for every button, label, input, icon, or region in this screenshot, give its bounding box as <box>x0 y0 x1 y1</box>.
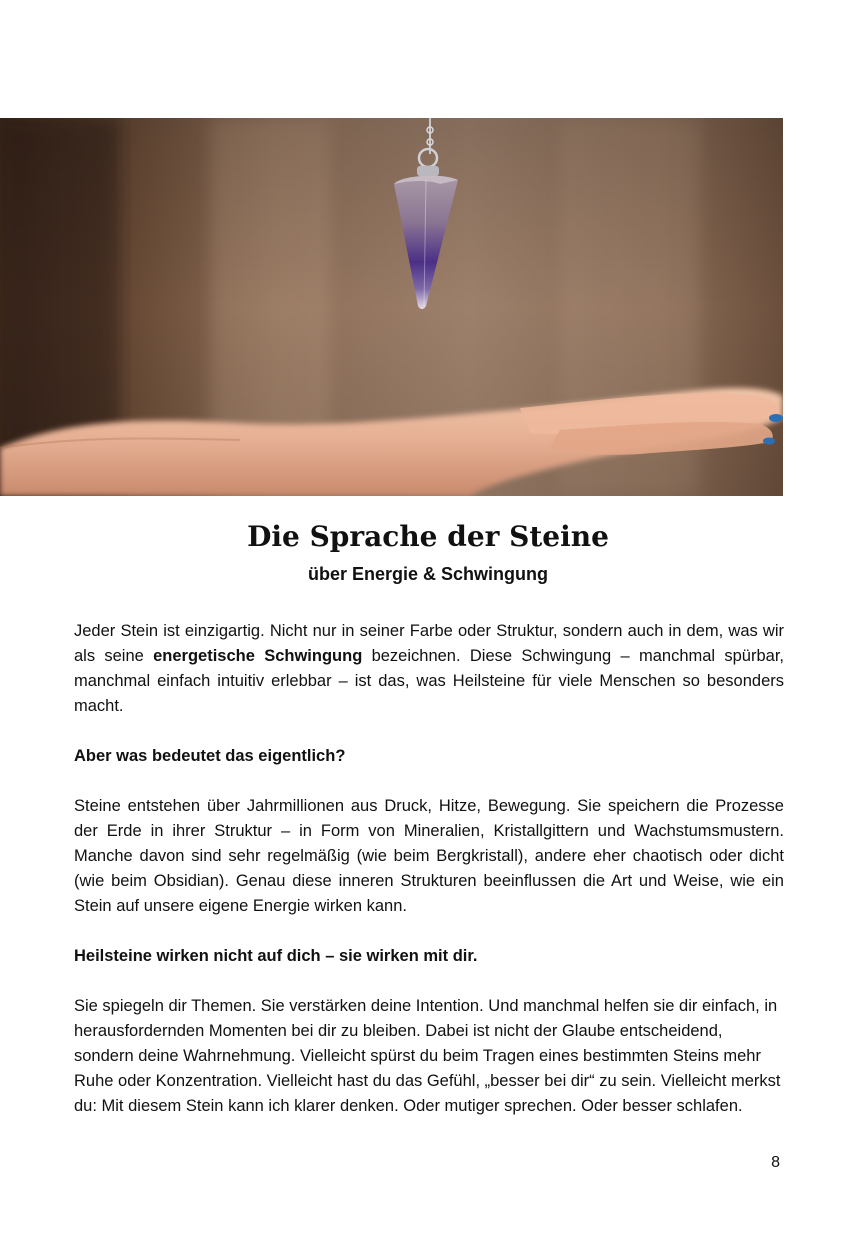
paragraph-intro <box>74 619 784 719</box>
hero-image <box>0 118 783 496</box>
page-number: 8 <box>771 1154 780 1171</box>
paragraph-intro-end: bezeichnen. Diese Schwingung – manchmal spürbar, manchmal einfach intuitiv erlebbar – ist das, was Heilsteine für viele Menschen so besonders macht. <box>74 647 784 715</box>
paragraph-perception: Sie spiegeln dir Themen. Sie verstärken deine Intention. Und manchmal helfen sie dir einfach, in herausfordernden Momenten bei dir zu bleiben. Dabei ist nicht der Glaube entscheidend, sondern deine Wahrnehmung. Vielleicht spürst du beim Tragen eines bestimmten Steins mehr Ruhe oder Konzentration. Vielleicht hast du das Gefühl, „besser bei dir“ zu sein. Vielleicht merkst du: Mit diesem Stein kann ich klarer denken. Oder mutiger sprechen. Oder besser schlafen. <box>74 997 781 1115</box>
pendulum-over-hand-illustration <box>0 118 783 496</box>
section-heading-interaction: Heilsteine wirken nicht auf dich – sie wirken mit dir. <box>74 947 478 965</box>
emphasis-energetische-schwingung: energetische Schwingung <box>153 647 363 665</box>
paragraph-intro-start: Jeder Stein ist einzigartig. Nicht nur in seiner Farbe oder Struktur, sondern auch in dem, was wir als seine <box>74 622 784 665</box>
section-heading-meaning: Aber was bedeutet das eigentlich? <box>74 747 346 765</box>
paragraph-formation: Steine entstehen über Jahrmillionen aus Druck, Hitze, Bewegung. Sie speichern die Prozesse der Erde in ihrer Struktur – in Form von Mineralien, Kristallgittern und Wachstumsmustern. Manche davon sind sehr regelmäßig (wie beim Bergkristall), andere eher chaotisch oder dicht (wie beim Obsidian). Genau diese inneren Strukturen beeinflussen die Art und Weise, wie ein Stein auf unsere eigene Energie wirken kann. <box>74 797 784 915</box>
article-body <box>74 619 784 1144</box>
page-title: Die Sprache der Steine <box>247 520 609 553</box>
page-subtitle: über Energie & Schwingung <box>307 564 549 584</box>
